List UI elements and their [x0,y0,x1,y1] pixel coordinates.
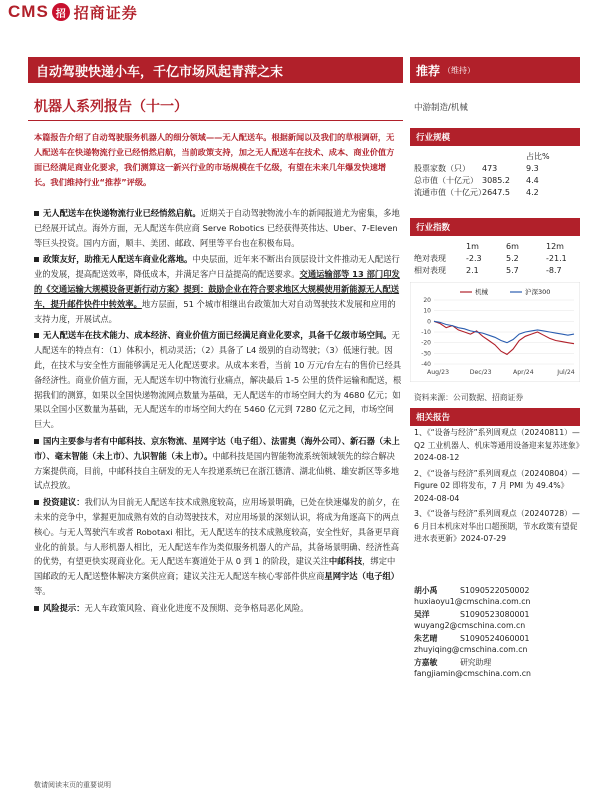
pct-header: 占比% [526,151,550,161]
bullet-item: 投资建议：我们认为目前无人配送车技术成熟度较高，应用场景明确，已处在快速爆发的前夕，在未来的竞争中，掌握更加成熟有效的自动驾驶技术，对应用场景的深刻认识，将成为角逐高下的两点核心。与无人驾驶汽车或者 Robotaxi 相比，无人配送车的技术成熟度较高，安全性好，具备更早商业化的前景。与人形机器人相比，无人配送车作为类似服务机器人的产品，其备场景明确、经济性高的优势，有望更快实现商业化。无人配送车赛道处于从 0 到 1 的阶段，建议关注中邮科技，绑定中国邮政的无人配送整体解决方案供应商；建议关注无人配送车核心零部件供应商星网宇达（电子组）等。 [34,497,400,596]
bullet-square-icon [34,606,39,611]
bullet-item: 政策友好，助推无人配送车商业化落地。中央层面，近年来不断出台顶层设计文件推动无人配送行业的发展，提高配送效率，降低成本，并满足客户日益提高的配送要求。交通运输部等 13 部门印发的《交通运输大规模设备更新行动方案》提到：鼓励企业在符合要求地区大规模使用新能源无人配送车，提升邮件快件中转效率。地方层面，51 个城市相继出台政策加大对自动驾驶技术发展和应用的支持力度，开展试点。 [34,254,400,324]
y-tick-label: -10 [421,329,431,336]
x-tick-label: Apr/24 [512,369,534,376]
related-reports-header: 相关报告 [410,408,580,426]
industry-trend-header: 行业指数 [410,218,580,236]
legend-label-1: 机械 [475,288,488,296]
y-tick-label: -30 [421,350,431,358]
summary-paragraph: 本篇报告介绍了自动驾驶服务机器人的细分领域——无人配送车。根据新闻以及我们的草根调研，无人配送车在快递物流行业已经悄然启航，当前政策支持，加之无人配送车在技术、成本、商业价值方面已经满足商业化要求，我们测算这一新兴行业的市场规模在千亿级，有望在未来几年爆发快速增长。我们维持行业“推荐”评级。 [34,132,395,187]
logo-cn-text: 招商证券 [73,3,138,22]
analyst-email[interactable]: wuyang2@cmschina.com.cn [414,621,526,630]
rating-bar [410,57,580,83]
bullet-list [34,206,402,618]
y-tick-label: 0 [427,318,431,326]
perf-row: 绝对表现 -2.3 5.2 -21.1 [414,253,567,263]
y-tick-label: -40 [421,361,431,368]
analyst-list [414,585,580,681]
footer-note: 敬请阅读末页的重要说明 [34,781,111,789]
legend-label-2: 沪深300 [525,288,551,296]
related-reports-list [414,427,580,549]
index-line-chart [410,282,580,382]
x-tick-label: Dec/23 [469,369,492,376]
series-divider [28,120,403,121]
perf-row: 相对表现 2.1 5.7 -8.7 [414,265,562,275]
industry-scale-table [414,150,556,198]
analyst-email[interactable]: huxiaoyu1@cmschina.com.cn [414,597,531,606]
rating-label: 推荐 [416,63,441,78]
report-title-bar [28,57,403,83]
analyst-entry: 胡小禹 S1090522050002 huxiaoyu1@cmschina.com.cn [414,586,531,606]
related-report-link[interactable]: 1、《“设备与经济”系列周观点（20240811）—Q2 工业机器人、机床等通用设备迎来复苏迹象》2024-08-12 [414,428,580,462]
y-tick-label: 20 [423,297,431,304]
series-title: 机器人系列报告（十一） [34,99,188,115]
y-tick-label: -20 [421,339,431,347]
x-tick-label: Jul/24 [557,369,575,376]
logo-cms-text: CMS [8,2,49,21]
bullet-square-icon [34,333,39,338]
chart-source: 资料来源：公司数据、招商证券 [414,393,524,402]
rating-note: （维持） [443,65,476,75]
bullet-item: 国内主要参与者有中邮科技、京东物流、星网宇达（电子组）、法雷奥（海外公司）、新石器（未上市）、毫末智能（未上市）、九识智能（未上市）。中邮科技是国内智能物流系统领域领先的综合解决方案提供商，目前，中邮科技自主研发的无人车投递系统已在浙江德清、湖北仙桃、雄安新区等多地试点投放。 [34,435,400,491]
analyst-entry: 朱艺晴 S1090524060001 zhuyiqing@cmschina.com.cn [414,634,530,654]
bullet-square-icon [34,439,39,444]
report-title: 自动驾驶快递小车，千亿市场风起青萍之末 [36,64,284,80]
scale-row: 流通市值（十亿元） 2647.5 4.2 [414,187,539,197]
y-tick-label: 10 [423,307,431,315]
sector-label: 中游制造/机械 [414,103,468,113]
logo-emblem-icon: 招 [52,3,70,21]
related-report-link[interactable]: 2、《“设备与经济”系列周观点（20240804）—Figure 02 即将发布，7 月 PMI 为 49.4%》2024-08-04 [414,468,580,503]
related-report-link[interactable]: 3、《“设备与经济”系列周观点（20240728）—6 月日本机床对华出口超预期，节水政策有望促进水表更新》2024-07-29 [414,509,580,543]
bullet-square-icon [34,257,39,262]
analyst-entry: 吴洋 S1090523080001 wuyang2@cmschina.com.cn [414,610,530,630]
bullet-item: 风险提示：无人车政策风险、商业化进度不及预期、竞争格局恶化风险。 [34,601,402,616]
bullet-square-icon [34,211,39,216]
analyst-email[interactable]: fangjiamin@cmschina.com.cn [414,669,531,678]
brand-logo [8,2,138,22]
x-tick-label: Aug/23 [426,369,450,376]
bullet-item: 无人配送车在技术能力、成本经济、商业价值方面已经满足商业化要求，具备千亿级市场空间。无人配送车的特点有：（1）体积小，机动灵活；（2）具备了 L4 级别的自动驾驶；（3）低速行驶。因此，在技术与安全性方面能够满足无人化配送要求。从成本来看，当前 10 万元/台左右的售价已经具备经济性。商业价值方面，无人配送车切中物流行业痛点，解决最后 1-5 公里的货件运输和配送，根据我们的测算，如果以全国快递物流网点数量为基础，无人配送车的市场空间大约为 4680 亿元；如果以全国小区数量为基础，无人配送车的市场空间大约在 5460 亿元到 7280 亿元之间，市场空间巨大。 [34,330,402,430]
industry-scale-header: 行业规模 [410,128,580,146]
scale-row: 股票家数（只） 473 9.3 [414,163,539,173]
scale-row: 总市值（十亿元） 3085.2 4.4 [414,175,539,185]
bullet-square-icon [34,500,39,505]
bullet-item: 无人配送车在快递物流行业已经悄然启航。近期关于自动驾驶物流小车的新闻报道尤为密集，多地已经展开试点。海外方面，无人配送车供应商 Serve Robotics 已经获得英伟达、Uber、7-Eleven 等巨头投资。国内方面，顺丰、美团、邮政、阿里等平台也在积极布局。 [34,208,400,248]
industry-trend-table: 1m 6m 12m 绝对表现 -2.3 5.2 -21.1 相对表现 2.1 5.7 -8.7 [414,240,576,276]
analyst-entry: 方嘉敏 研究助理 fangjiamin@cmschina.com.cn [414,658,531,678]
analyst-email[interactable]: zhuyiqing@cmschina.com.cn [414,645,528,654]
